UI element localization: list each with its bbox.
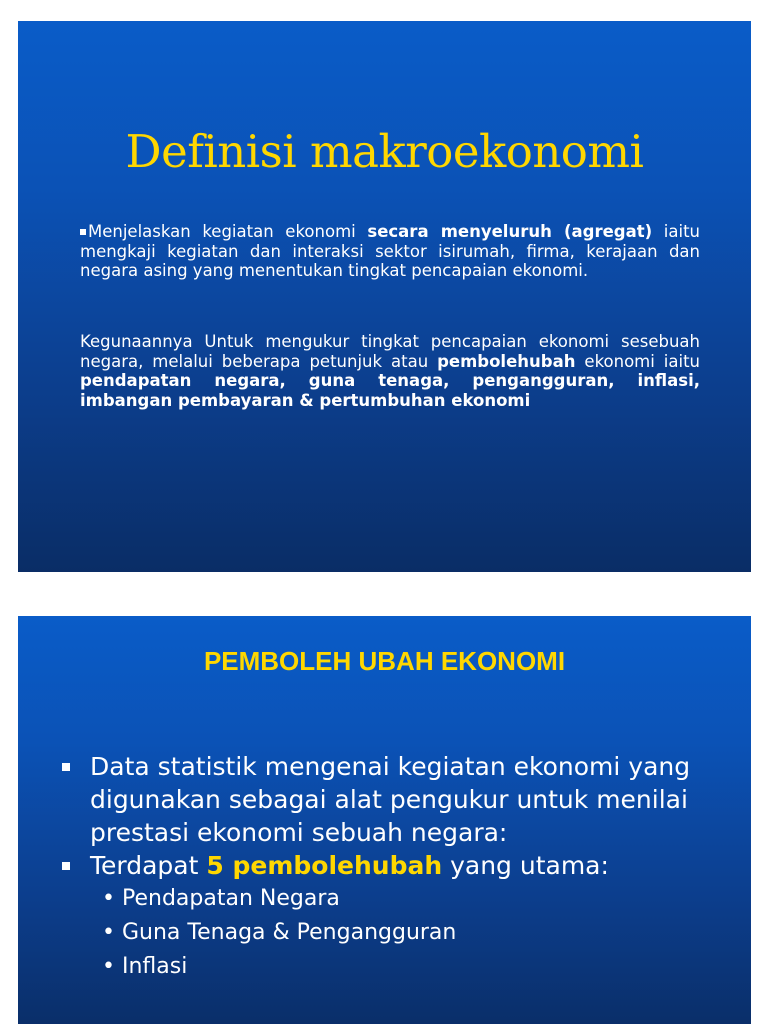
sub-list-item	[62, 950, 722, 984]
sub-list-item	[62, 882, 722, 916]
sub-list-item	[62, 916, 722, 950]
para2-text-2: ekonomi iaitu	[575, 351, 700, 371]
square-bullet-icon	[80, 229, 86, 235]
subitem-text: Inflasi	[122, 954, 188, 979]
para2-bold-2: pendapatan negara, guna tenaga, pengangguran, inflasi, imbangan pembayaran & pertumbuhan ekonomi	[80, 371, 700, 410]
slide2-bullet-list	[62, 750, 722, 984]
subitem-text: Guna Tenaga & Pengangguran	[122, 920, 457, 945]
slide2-title: PEMBOLEH UBAH EKONOMI	[203, 646, 566, 676]
square-bullet-icon	[62, 862, 70, 870]
bullet2-text-2: yang utama:	[442, 851, 609, 880]
dot-bullet-icon: •	[102, 886, 115, 911]
para2-text-1: Kegunaannya Untuk mengukur tingkat pencapaian ekonomi sesebuah negara, melalui beberapa petunjuk atau	[80, 332, 700, 371]
list-item	[62, 849, 722, 882]
para1-text-1: Menjelaskan kegiatan ekonomi	[88, 222, 368, 241]
square-bullet-icon	[62, 763, 70, 771]
para1-text-2: iaitu mengkaji kegiatan dan interaksi sektor isirumah, firma, kerajaan dan negara asing yang menentukan tingkat pencapaian ekonomi.	[80, 222, 701, 280]
dot-bullet-icon: •	[102, 920, 115, 945]
list-item	[62, 750, 722, 849]
bullet1-text: Data statistik mengenai kegiatan ekonomi yang digunakan sebagai alat pengukur untuk menilai prestasi ekonomi sebuah negara:	[90, 752, 691, 847]
bullet2-highlight: 5 pembolehubah	[206, 851, 443, 880]
slide1-title: Definisi makroekonomi	[125, 125, 644, 178]
bullet2-text-1: Terdapat	[90, 851, 207, 880]
para2-bold-1: pembolehubah	[437, 351, 576, 371]
slide-pemboleh-ubah	[18, 616, 751, 1024]
subitem-text: Pendapatan Negara	[122, 886, 340, 911]
slide-definisi	[18, 21, 751, 572]
para1-bold-1: secara menyeluruh (agregat)	[367, 222, 653, 241]
slide1-paragraph-2	[80, 332, 700, 410]
slide1-paragraph-1	[80, 222, 700, 281]
dot-bullet-icon: •	[102, 954, 115, 979]
